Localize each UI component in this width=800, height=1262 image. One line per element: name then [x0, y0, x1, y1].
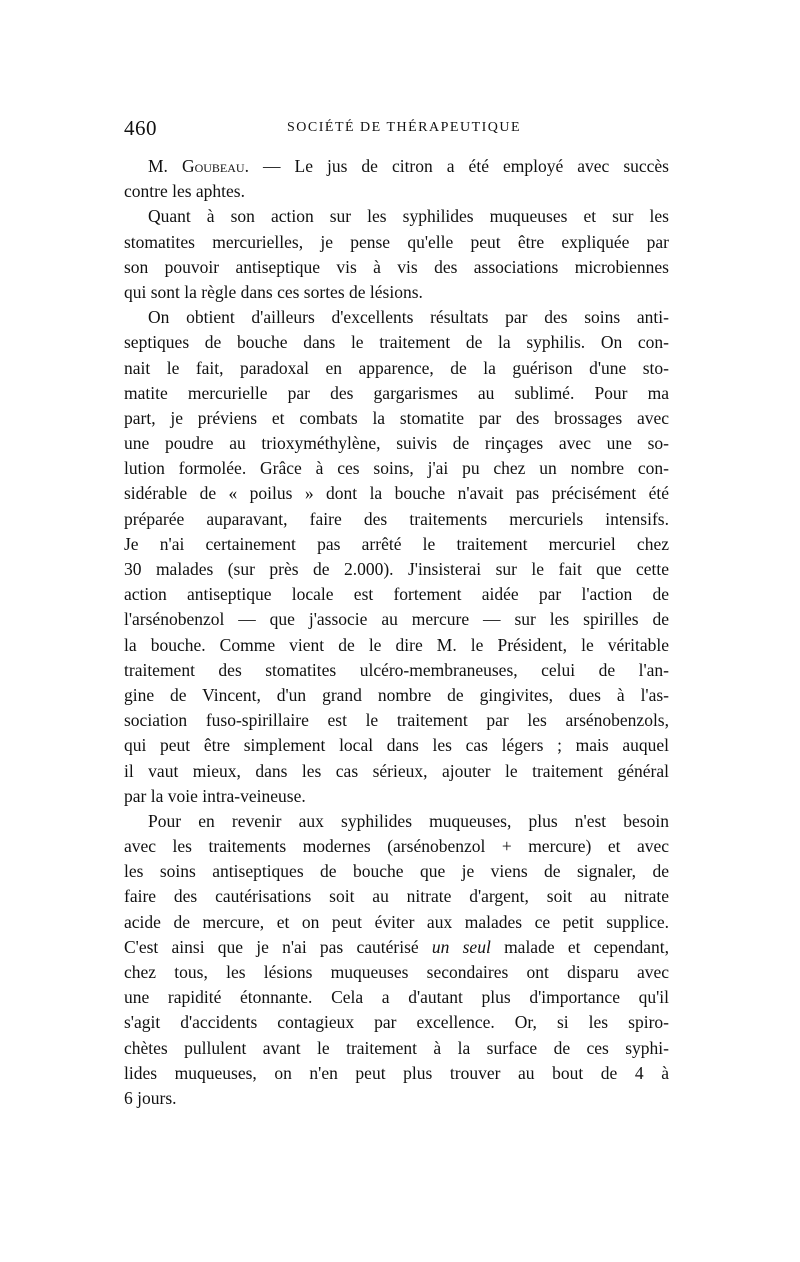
text-line: une poudre au trioxyméthylène, suivis de rinçages avec une so- [124, 433, 669, 454]
text-line: C'est ainsi que je n'ai pas cautérisé un seul malade et cependant, [124, 936, 669, 957]
text-line: septiques de bouche dans le traitement de la syphilis. On con- [124, 332, 669, 353]
text-line: par la voie intra-veineuse. [124, 785, 306, 806]
text-line: chez tous, les lésions muqueuses secondaires ont disparu avec [124, 962, 669, 982]
text-line: les soins antiseptiques de bouche que je viens de signaler, de [124, 861, 669, 882]
text-line: il vaut mieux, dans les cas sérieux, ajouter le traitement général [124, 760, 669, 781]
running-head: SOCIÉTÉ DE THÉRAPEUTIQUE [287, 120, 522, 135]
text-line: son pouvoir antiseptique vis à vis des associations microbiennes [124, 256, 669, 277]
text-line: chètes pullulent avant le traitement à la surface de ces syphi- [124, 1037, 669, 1058]
text-line: une rapidité étonnante. Cela a d'autant plus d'importance qu'il [124, 987, 669, 1008]
text-line: 6 jours. [124, 1087, 177, 1108]
text-line: lution formolée. Grâce à ces soins, j'ai pu chez un nombre con- [124, 458, 669, 479]
text-line: M. Goubeau. — Le jus de citron a été employé avec succès [148, 156, 669, 176]
text-line: acide de mercure, et on peut éviter aux malades ce petit supplice. [124, 911, 669, 932]
text-line: part, je préviens et combats la stomatite par des brossages avec [124, 407, 669, 428]
text-line: Quant à son action sur les syphilides muqueuses et sur les [148, 206, 669, 227]
text-line: matite mercurielle par des gargarismes au sublimé. Pour ma [124, 382, 669, 403]
text-line: sociation fuso-spirillaire est le traitement par les arsénobenzols, [124, 710, 669, 731]
text-line: nait le fait, paradoxal en apparence, de la guérison d'une sto- [124, 357, 669, 378]
text-line: sidérable de « poilus » dont la bouche n'avait pas précisément été [124, 483, 669, 504]
text-line: traitement des stomatites ulcéro-membraneuses, celui de l'an- [124, 659, 669, 680]
text-line: gine de Vincent, d'un grand nombre de gingivites, dues à l'as- [124, 684, 669, 705]
text-line: Pour en revenir aux syphilides muqueuses, plus n'est besoin [148, 810, 669, 831]
text-line: qui sont la règle dans ces sortes de lésions. [124, 281, 423, 302]
text-line: lides muqueuses, on n'en peut plus trouver au bout de 4 à [124, 1062, 669, 1083]
body-text [124, 154, 669, 1111]
italic-phrase: un seul [431, 936, 491, 957]
text-line: Je n'ai certainement pas arrêté le traitement mercuriel chez [124, 533, 669, 554]
text-line: stomatites mercurielles, je pense qu'elle peut être expliquée par [124, 231, 669, 252]
text-line: l'arsénobenzol — que j'associe au mercure — sur les spirilles de [124, 609, 669, 630]
text-line: 30 malades (sur près de 2.000). J'insisterai sur le fait que cette [124, 559, 669, 579]
text-line: qui peut être simplement local dans les cas légers ; mais auquel [124, 735, 669, 756]
text-line: avec les traitements modernes (arsénobenzol + mercure) et avec [124, 836, 669, 857]
page-header [124, 116, 669, 144]
text-line: On obtient d'ailleurs d'excellents résultats par des soins anti- [148, 307, 669, 328]
text-line: contre les aphtes. [124, 181, 245, 202]
speaker-dash: — [248, 156, 295, 176]
text-line: préparée auparavant, faire des traitements mercuriels intensifs. [124, 508, 669, 529]
page-number: 460 [124, 116, 157, 140]
text-line: la bouche. Comme vient de le dire M. le Président, le véritable [124, 634, 669, 655]
speaker-name: M. Goubeau. [148, 156, 249, 176]
text-line: action antiseptique locale est fortement aidée par l'action de [124, 584, 669, 605]
text-line: faire des cautérisations soit au nitrate d'argent, soit au nitrate [124, 886, 669, 907]
text-line: s'agit d'accidents contagieux par excellence. Or, si les spiro- [124, 1012, 669, 1033]
